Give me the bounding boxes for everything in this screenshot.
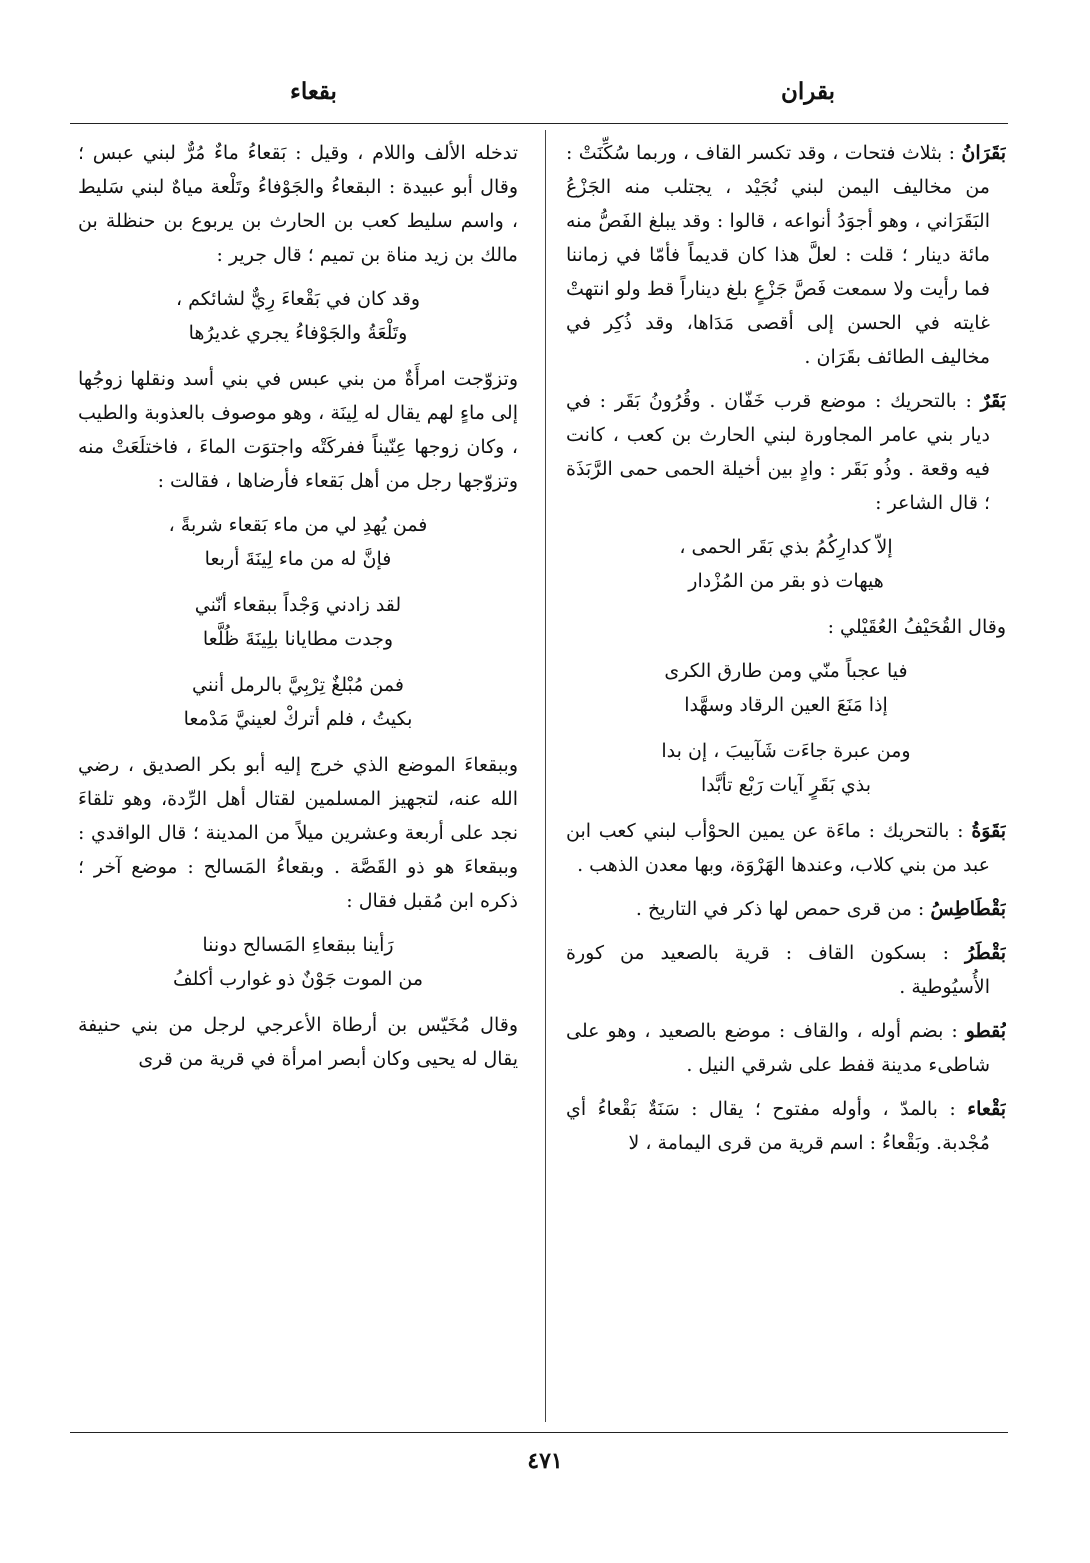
entry-headword: بَقَوَةُ (971, 820, 1006, 842)
verse-line: هيهات ذو بقر من المُزْدار (688, 570, 884, 592)
dictionary-entry (566, 136, 1006, 374)
header-left: بقعاء (290, 78, 337, 105)
poem-verse-block (118, 668, 478, 736)
verse-line: من الموت جَوْنٌ ذو غوارب أكلفُ (172, 968, 424, 990)
dictionary-entry (566, 892, 1006, 926)
verse-line: إذا مَنَعَ العين الرقاد وسهَّدا (684, 694, 888, 716)
entry-definition: : بسكون القاف : قرية بالصعيد من كورة الأُسيُوطية . (566, 942, 990, 998)
poem-verse-block (118, 588, 478, 656)
entry-headword: بُقطو (965, 1020, 1006, 1042)
entry-definition: : بالمدّ ، وأوله مفتوح ؛ يقال : سَنَةٌ بَقْعاءُ أي مُجْدبة. وبَقْعاءُ : اسم قرية من قرى اليمامة ، لا (566, 1098, 990, 1154)
poem-verse-block (118, 282, 478, 350)
poem-verse-block (118, 508, 478, 576)
dictionary-entry (566, 814, 1006, 882)
top-rule (70, 123, 1008, 124)
dictionary-entry (566, 936, 1006, 1004)
entry-headword: بَقَرٌ (980, 390, 1006, 412)
entry-headword: بَقْطَاطِسُ (930, 898, 1006, 920)
entry-headword: بَقَرَانُ (961, 142, 1006, 164)
left-column (78, 136, 518, 1426)
dictionary-entry (566, 384, 1006, 520)
page-number: ٤٧١ (527, 1448, 563, 1474)
right-column (566, 136, 1006, 1426)
verse-line: إلاّ كدارِكُمُ بذي بَقَر الحمى ، (679, 536, 893, 558)
paragraph: وقال القُحَيْفُ العُقَيْلي : (827, 616, 1006, 638)
entry-definition: : من قرى حمص لها ذكر في التاريخ . (635, 898, 931, 920)
paragraph: وببقعاءَ الموضع الذي خرج إليه أبو بكر الصديق ، رضي الله عنه، لتجهيز المسلمين لقتال أهل الرِّدة، وهو تلقاءَ نجد على أربعة وعشرين ميلاً من المدينة ؛ قال الواقدي : وببقعاءَ هو ذو القَصَّة . وبقعاءُ المَسالح : موضع آخر ؛ ذكره ابن مُقبل فقال : (78, 754, 518, 912)
entry-headword: بَقْعاء (967, 1098, 1006, 1120)
running-header (70, 78, 1010, 112)
poem-verse-block (606, 734, 966, 802)
header-right: بقران (780, 78, 835, 105)
verse-line: وجدت مطايانا بلِينَةَ ظُلَّعا (202, 628, 394, 650)
verse-line: ومن عبرة جاءَت شَآبيبَ ، إن بدا (661, 740, 911, 762)
bottom-rule (70, 1432, 1008, 1433)
verse-line: فمن يُهدِ لي من ماء بَقعاء شربةً ، (168, 514, 428, 536)
entry-definition: : بثلاث فتحات ، وقد تكسر القاف ، وربما سُكِّنَتْ : من مخاليف اليمن لبني نُجَيْد ، يجتلب منه الجَزْعُ البَقَرَاني ، وهو أجوَدُ أنواعه ، قالوا : وقد يبلغ الفَصُّ منه مائة دينار ؛ قلت : لعلَّ هذا كان قديماً فأمّا في زماننا فما رأيت ولا سمعت فَصَّ جَزْعٍ بلغ ديناراً قط ولو انتهتْ غايته في الحسن إلى أقصى مَدَاها، وقد ذُكِر في مخاليف الطائف بقَرَان . (566, 142, 990, 368)
verse-line: فيا عجباً منّي ومن طارق الكرى (664, 660, 908, 682)
poem-verse-block (606, 654, 966, 722)
verse-line: بذي بَقَرٍ آيات رَبْع تأبَّدا (700, 774, 872, 796)
verse-line: فإنَّ له من ماء لِينَةَ أربعا (204, 548, 392, 570)
entry-headword: بَقْطَرُ (965, 942, 1006, 964)
paragraph: وتزوّجت امرأَةٌ من بني عبس في بني أسد ونقلها زوجُها إلى ماءٍ لهم يقال له لِينَة ، وهو موصوف بالعذوبة والطيب ، وكان زوجها عِنّيناً ففركَتْه واجتوَت الماءَ ، فاختلَعَتْ منه وتزوّجها رجل من أهل بَقعاء فأرضاها ، فقالت : (78, 368, 518, 492)
dictionary-entry (566, 1014, 1006, 1082)
poem-verse-block (606, 530, 966, 598)
paragraph: وقال مُخَيّس بن أرطاة الأعرجي لرجل من بني حنيفة يقال له يحيى وكان أبصر امرأة في قرية من قرى (78, 1014, 518, 1070)
verse-line: لقد زادني وَجْداً ببقعاء أنّني (194, 594, 402, 616)
dictionary-entry (566, 1092, 1006, 1160)
entry-definition: : بالتحريك : موضع قرب خَفّان . وقُرُونُ بَقَر : في ديار بني عامر المجاورة لبني الحارث بن كعب ، كانت فيه وقعة . وذُو بَقَر : وادٍ بين أخيلة الحمى حمى الرَّبَذَة ؛ قال الشاعر : (566, 390, 990, 514)
verse-line: فمن مُبْلغٌ تِرْبِيَّ بالرمل أنني (192, 674, 404, 696)
verse-line: وقد كان في بَقْعاءَ رِيٌّ لشائكم ، (175, 288, 421, 310)
verse-line: رَأينا ببقعاءِ المَسالح دوننا (202, 934, 394, 956)
paragraph: تدخله الألف واللام ، وقيل : بَقعاءُ ماءٌ مُرٌّ لبني عبس ؛ وقال أبو عبيدة : البقعاءُ والجَوْفاءُ وتَلْعة مياهٌ لبني سَليط ، واسم سليط كعب بن الحارث بن يربوع بن حنظلة بن مالك بن زيد مناة بن تميم ؛ قال جرير : (78, 142, 518, 266)
poem-verse-block (118, 928, 478, 996)
verse-line: وتَلْعَةُ والجَوْفاءُ يجري غديرُها (188, 322, 408, 344)
verse-line: بكيتُ ، فلم أتركْ لعينيَّ مَدْمعا (183, 708, 413, 730)
column-divider (545, 130, 546, 1422)
entry-definition: : بالتحريك : ماءَة عن يمين الحوْأب لبني كعب ابن عبد من بني كلاب، وعندها الهَرْوَة، وبها معدن الذهب . (566, 820, 990, 876)
entry-definition: : بضم أوله ، والقاف : موضع بالصعيد ، وهو على شاطىء مدينة قفط على شرقي النيل . (566, 1020, 990, 1076)
